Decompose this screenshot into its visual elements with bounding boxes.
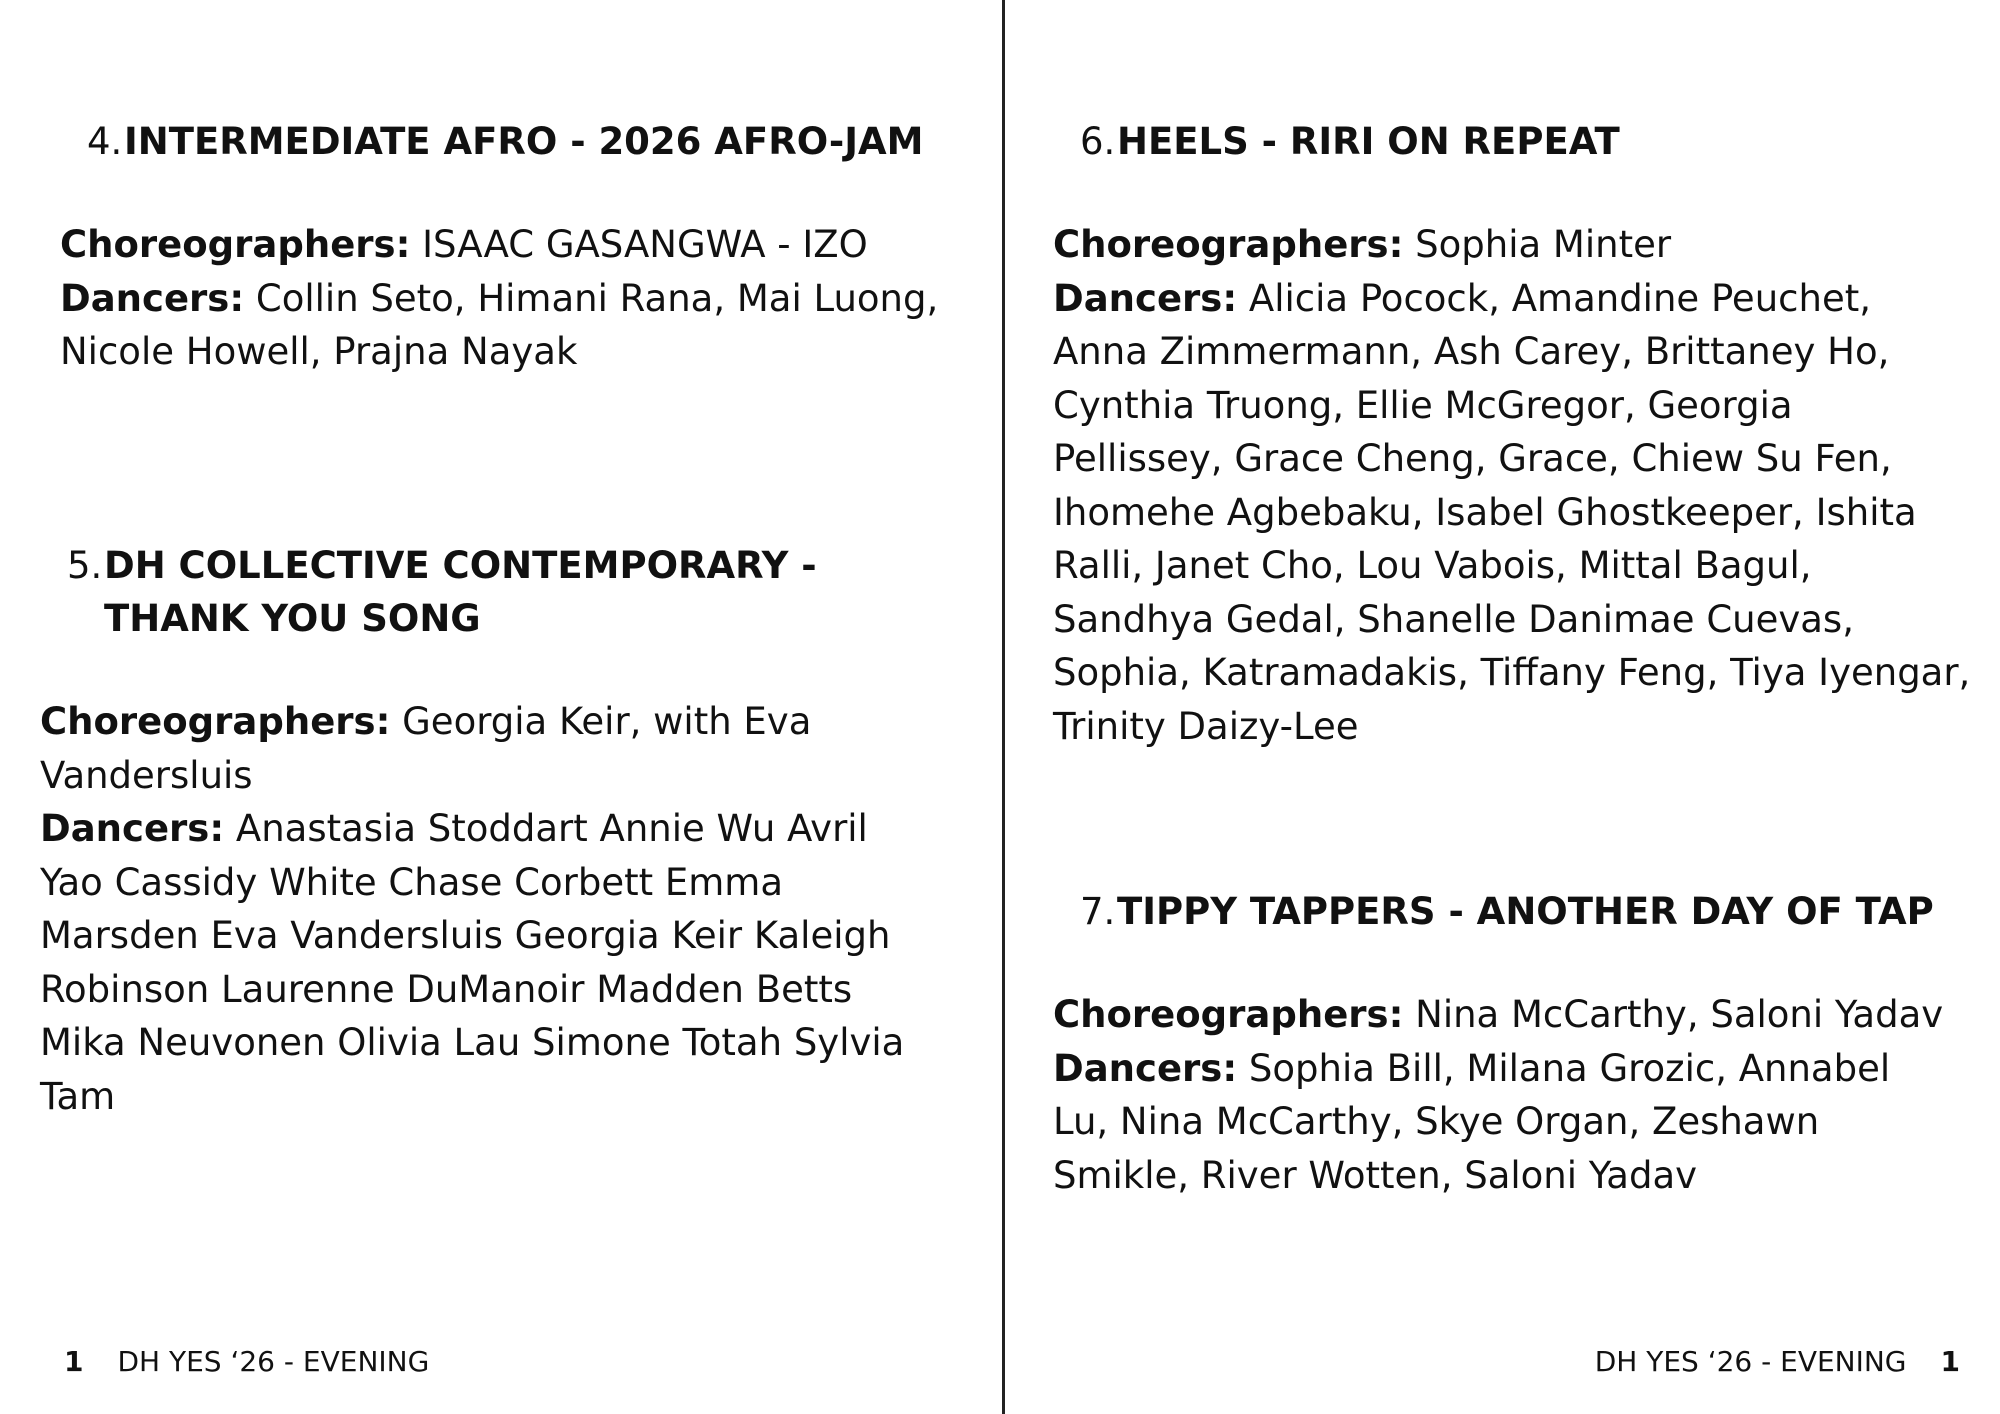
dancers-names: Collin Seto, Himani Rana, Mai Luong, Nicole Howell, Prajna Nayak <box>60 276 939 373</box>
footer-text: DH YES ‘26 - EVENING <box>1594 1345 1907 1378</box>
dancers-label: Dancers: <box>1053 1046 1238 1090</box>
item-title: TIPPY TAPPERS - ANOTHER DAY OF TAP <box>1117 890 1934 933</box>
dancers-label: Dancers: <box>1053 276 1238 320</box>
dancers-names: Alicia Pocock, Amandine Peuchet, Anna Zimmermann, Ash Carey, Brittaney Ho, Cynthia Truong, Ellie McGregor, Georgia Pellissey, Grace Cheng, Grace, Chiew Su Fen, Ihomehe Agbebaku, Isabel Ghostkeeper, Ishita Ralli, Janet Cho, Lou Vabois, Mittal Bagul, Sandhya Gedal, Shanelle Danimae Cuevas, Sophia, Katramadakis, Tiffany Feng, Tiya Iyengar, Trinity Daizy-Lee <box>1053 276 1971 748</box>
page-number: 1 <box>1940 1345 1960 1378</box>
footer-text: DH YES ‘26 - EVENING <box>117 1345 430 1378</box>
program-item-6 <box>1053 115 1973 753</box>
dancers-line <box>1053 1042 1953 1203</box>
choreographers-names: ISAAC GASANGWA - IZO <box>422 223 868 266</box>
dancers-label: Dancers: <box>60 276 245 320</box>
item-number: 5. <box>67 544 103 587</box>
dancers-names: Anastasia Stoddart Annie Wu Avril Yao Cassidy White Chase Corbett Emma Marsden Eva Vandersluis Georgia Keir Kaleigh Robinson Laurenne DuManoir Madden Betts Mika Neuvonen Olivia Lau Simone Totah Sylvia Tam <box>40 807 905 1118</box>
program-item-5 <box>40 539 940 1123</box>
item-heading <box>1053 885 1973 938</box>
item-number: 6. <box>1080 120 1116 163</box>
item-title: DH COLLECTIVE CONTEMPORARY - THANK YOU SONG <box>104 544 817 640</box>
choreographers-names: Georgia Keir, with Eva Vandersluis <box>40 700 812 797</box>
page-footer <box>64 1340 429 1384</box>
page-number: 1 <box>64 1345 84 1378</box>
choreographers-label: Choreographers: <box>60 223 411 266</box>
page-footer <box>1595 1340 1960 1384</box>
choreographers-label: Choreographers: <box>1053 223 1404 266</box>
choreographers-line <box>40 695 920 802</box>
choreographers-names: Nina McCarthy, Saloni Yadav <box>1415 993 1944 1036</box>
item-heading <box>40 539 940 645</box>
dancers-line <box>60 272 960 379</box>
item-heading <box>1053 115 1973 168</box>
program-item-4 <box>60 115 960 379</box>
choreographers-line <box>60 218 960 272</box>
choreographers-line <box>1053 218 1973 272</box>
dancers-label: Dancers: <box>40 807 225 850</box>
dancers-names: Sophia Bill, Milana Grozic, Annabel Lu, Nina McCarthy, Skye Organ, Zeshawn Smikle, River Wotten, Saloni Yadav <box>1053 1046 1891 1197</box>
choreographers-label: Choreographers: <box>40 700 391 743</box>
choreographers-label: Choreographers: <box>1053 993 1404 1036</box>
choreographers-names: Sophia Minter <box>1415 223 1672 266</box>
item-number: 4. <box>87 120 123 163</box>
program-item-7 <box>1053 885 1973 1202</box>
choreographers-line <box>1053 988 1953 1042</box>
item-number: 7. <box>1080 890 1116 933</box>
dancers-line <box>40 802 930 1123</box>
right-page <box>1005 0 2000 1414</box>
dancers-line <box>1053 272 1973 754</box>
item-heading <box>60 115 960 168</box>
item-title: INTERMEDIATE AFRO - 2026 AFRO-JAM <box>124 120 924 163</box>
item-title: HEELS - RIRI ON REPEAT <box>1117 120 1620 163</box>
